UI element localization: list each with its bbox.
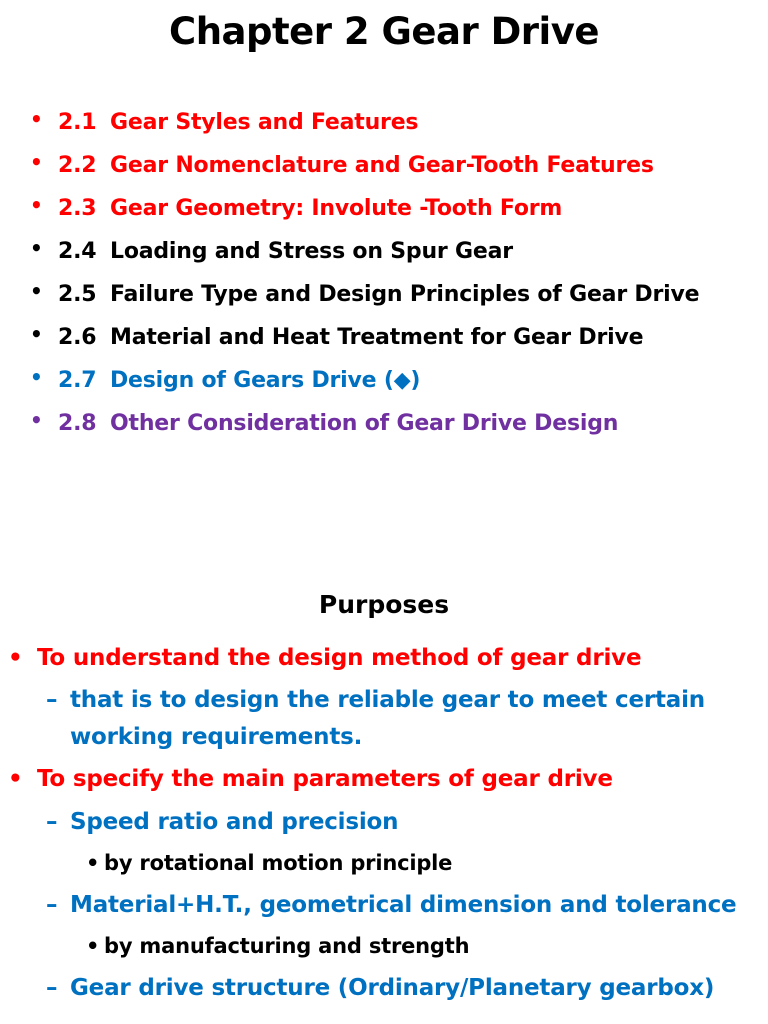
bullet-icon: • xyxy=(30,408,43,432)
toc-text: Failure Type and Design Principles of Gear Drive xyxy=(110,282,700,307)
bullet-icon: • xyxy=(30,107,43,131)
toc-item-2-7 xyxy=(30,363,760,406)
sub-item-text: that is to design the reliable gear to meet certain xyxy=(70,687,705,713)
toc-text: Material and Heat Treatment for Gear Drive xyxy=(110,325,644,350)
toc-text: Gear Styles and Features xyxy=(110,110,419,135)
toc-item-2-5 xyxy=(30,277,760,320)
bullet-icon: • xyxy=(30,365,43,389)
toc-text: Gear Nomenclature and Gear-Tooth Features xyxy=(110,153,654,178)
toc-number: 2.8 xyxy=(58,411,97,436)
table-of-contents xyxy=(30,105,760,449)
toc-item-2-2 xyxy=(30,148,760,191)
toc-item-2-6 xyxy=(30,320,760,363)
toc-item-2-3 xyxy=(30,191,760,234)
sub-item-text: Speed ratio and precision xyxy=(70,809,399,835)
toc-text: Gear Geometry: Involute -Tooth Form xyxy=(110,196,563,221)
detail-text: by rotational motion principle xyxy=(104,851,453,875)
purposes-heading: Purposes xyxy=(318,590,450,619)
bullet-icon: • xyxy=(8,645,23,671)
page-title: Chapter 2 Gear Drive xyxy=(169,10,599,53)
toc-number: 2.3 xyxy=(58,196,97,221)
toc-number: 2.1 xyxy=(58,110,97,135)
dash-icon: – xyxy=(46,892,58,918)
dash-icon: – xyxy=(46,975,58,1001)
toc-item-2-4 xyxy=(30,234,760,277)
dash-icon: – xyxy=(46,687,58,713)
toc-number: 2.5 xyxy=(58,282,97,307)
toc-number: 2.2 xyxy=(58,153,97,178)
dash-icon: – xyxy=(46,809,58,835)
detail-text: by manufacturing and strength xyxy=(104,934,470,958)
bullet-icon: • xyxy=(30,236,43,260)
purpose-text: To specify the main parameters of gear drive xyxy=(37,766,613,792)
toc-text: Design of Gears Drive (◆) xyxy=(110,368,421,393)
toc-number: 2.7 xyxy=(58,368,97,393)
toc-text: Other Consideration of Gear Drive Design xyxy=(110,411,619,436)
toc-number: 2.6 xyxy=(58,325,97,350)
bullet-icon: • xyxy=(86,934,100,958)
bullet-icon: • xyxy=(30,322,43,346)
bullet-icon: • xyxy=(30,150,43,174)
toc-number: 2.4 xyxy=(58,239,97,264)
bullet-icon: • xyxy=(30,193,43,217)
sub-item-text: Material+H.T., geometrical dimension and tolerance xyxy=(70,892,737,918)
toc-item-2-1 xyxy=(30,105,760,148)
sub-item-text: Gear drive structure (Ordinary/Planetary gearbox) xyxy=(70,975,715,1001)
bullet-icon: • xyxy=(30,279,43,303)
bullet-icon: • xyxy=(8,766,23,792)
toc-text: Loading and Stress on Spur Gear xyxy=(110,239,513,264)
purpose-text: To understand the design method of gear drive xyxy=(37,645,642,671)
toc-item-2-8 xyxy=(30,406,760,449)
sub-item-text-continued: working requirements. xyxy=(70,724,363,750)
bullet-icon: • xyxy=(86,851,100,875)
